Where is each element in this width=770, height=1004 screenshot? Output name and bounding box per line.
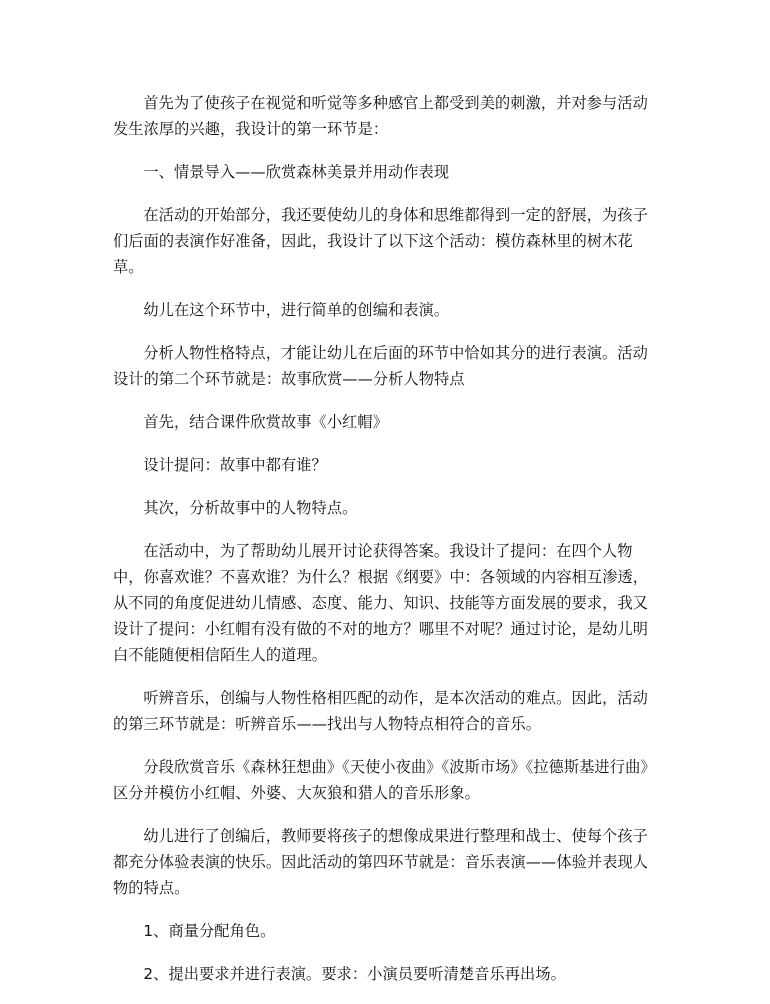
paragraph: 幼儿进行了创编后，教师要将孩子的想像成果进行整理和战士、使每个孩子都充分体验表演的快乐。因此活动的第四环节就是：音乐表演——体验并表现人物的特点。 <box>113 827 649 897</box>
paragraph: 设计提问：故事中都有谁？ <box>143 456 327 474</box>
paragraph: 分析人物性格特点，才能让幼儿在后面的环节中恰如其分的进行表演。活动设计的第二个环节就是：故事欣赏——分析人物特点 <box>113 344 648 388</box>
paragraph: 首先，结合课件欣赏故事《小红帽》 <box>143 413 388 431</box>
paragraph-intro: 首先为了使孩子在视觉和听觉等多种感官上都受到美的刺激，并对参与活动发生浓厚的兴趣，我设计的第一环节是： <box>113 94 648 138</box>
section-heading-1: 一、情景导入——欣赏森林美景并用动作表现 <box>143 163 450 181</box>
paragraph: 分段欣赏音乐《森林狂想曲》《天使小夜曲》《波斯市场》《拉德斯基进行曲》区分并模仿小红帽、外婆、大灰狼和猎人的音乐形象。 <box>113 758 656 802</box>
list-item: 1、商量分配角色。 <box>143 922 276 940</box>
paragraph: 听辨音乐，创编与人物性格相匹配的动作，是本次活动的难点。因此，活动的第三环节就是：听辨音乐——找出与人物特点相符合的音乐。 <box>113 689 648 733</box>
document-body <box>113 90 659 1004</box>
paragraph: 幼儿在这个环节中，进行简单的创编和表演。 <box>143 301 450 319</box>
paragraph: 其次，分析故事中的人物特点。 <box>143 499 358 517</box>
paragraph: 在活动的开始部分，我还要使幼儿的身体和思维都得到一定的舒展，为孩子们后面的表演作好准备，因此，我设计了以下这个活动：模仿森林里的树木花草。 <box>113 206 648 276</box>
paragraph: 在活动中，为了帮助幼儿展开讨论获得答案。我设计了提问：在四个人物中，你喜欢谁？不喜欢谁？为什么？根据《纲要》中：各领域的内容相互渗透，从不同的角度促进幼儿情感、态度、能力、知识、技能等方面发展的要求，我又设计了提问：小红帽有没有做的不对的地方？哪里不对呢？通过讨论，是幼儿明白不能随便相信陌生人的道理。 <box>113 542 649 664</box>
list-item: 2、提出要求并进行表演。要求：小演员要听清楚音乐再出场。 <box>143 965 566 983</box>
